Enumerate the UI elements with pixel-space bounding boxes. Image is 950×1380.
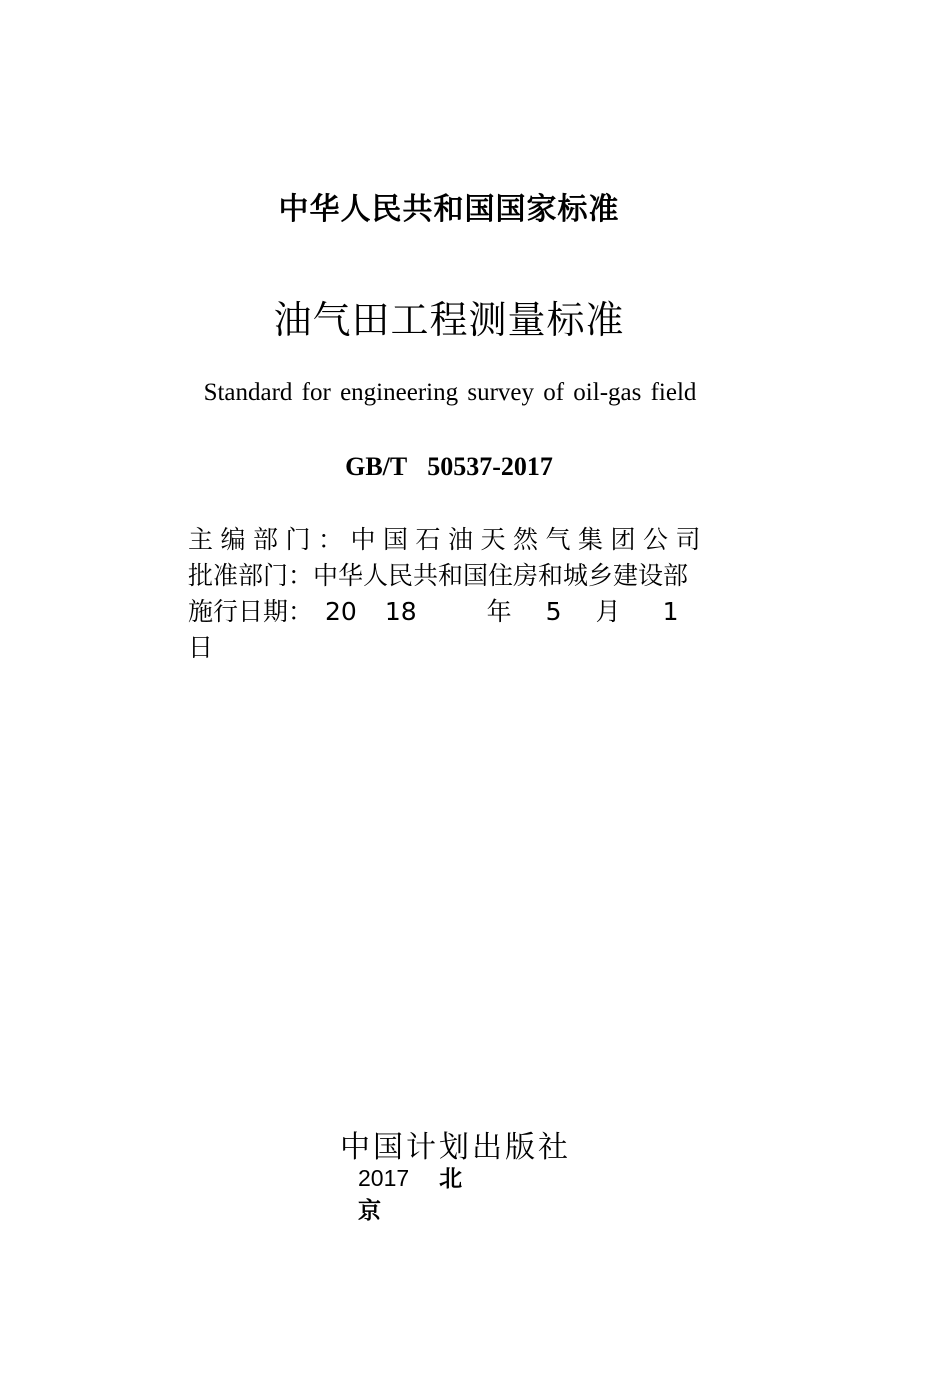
date-label: 施行日期： (188, 597, 314, 626)
publication-city-part-b: 京 (358, 1198, 381, 1224)
title-chinese: 油气田工程测量标准 (273, 298, 625, 342)
title-english: Standard for engineering survey of oil-gas field (203, 379, 697, 406)
approver-value: 中华人民共和国住房和城乡建设部 (313, 561, 689, 590)
date-year-part-b: 18 (384, 597, 417, 626)
effective-date-row (188, 594, 728, 630)
standard-code-number: 50537-2017 (427, 452, 553, 481)
standard-code (0, 450, 898, 484)
publication-line-2 (358, 1195, 488, 1227)
editor-row (188, 522, 728, 558)
publication-year-place (358, 1162, 488, 1227)
date-month-unit: 月 (595, 597, 621, 626)
publication-line-1 (358, 1162, 488, 1195)
editor-value: 中国石油天然气集团公司 (350, 525, 709, 554)
standard-code-prefix: GB/T (345, 452, 408, 481)
date-month: 5 (545, 597, 562, 626)
publication-city-part-a: 北 (439, 1166, 463, 1192)
effective-date-day-unit-row (188, 630, 728, 666)
publisher-name: 中国计划出版社 (340, 1130, 571, 1165)
publication-year: 2017 (358, 1165, 410, 1191)
approver-label: 批准部门： (188, 561, 314, 590)
editor-label: 主编部门： (188, 525, 351, 554)
approver-row (188, 558, 728, 594)
date-day-unit: 日 (188, 633, 214, 662)
date-year-unit: 年 (486, 597, 512, 626)
national-standard-heading: 中华人民共和国国家标准 (278, 192, 620, 227)
date-year-part-a: 20 (325, 597, 357, 626)
date-day: 1 (662, 597, 679, 626)
standard-info-block (188, 522, 728, 666)
